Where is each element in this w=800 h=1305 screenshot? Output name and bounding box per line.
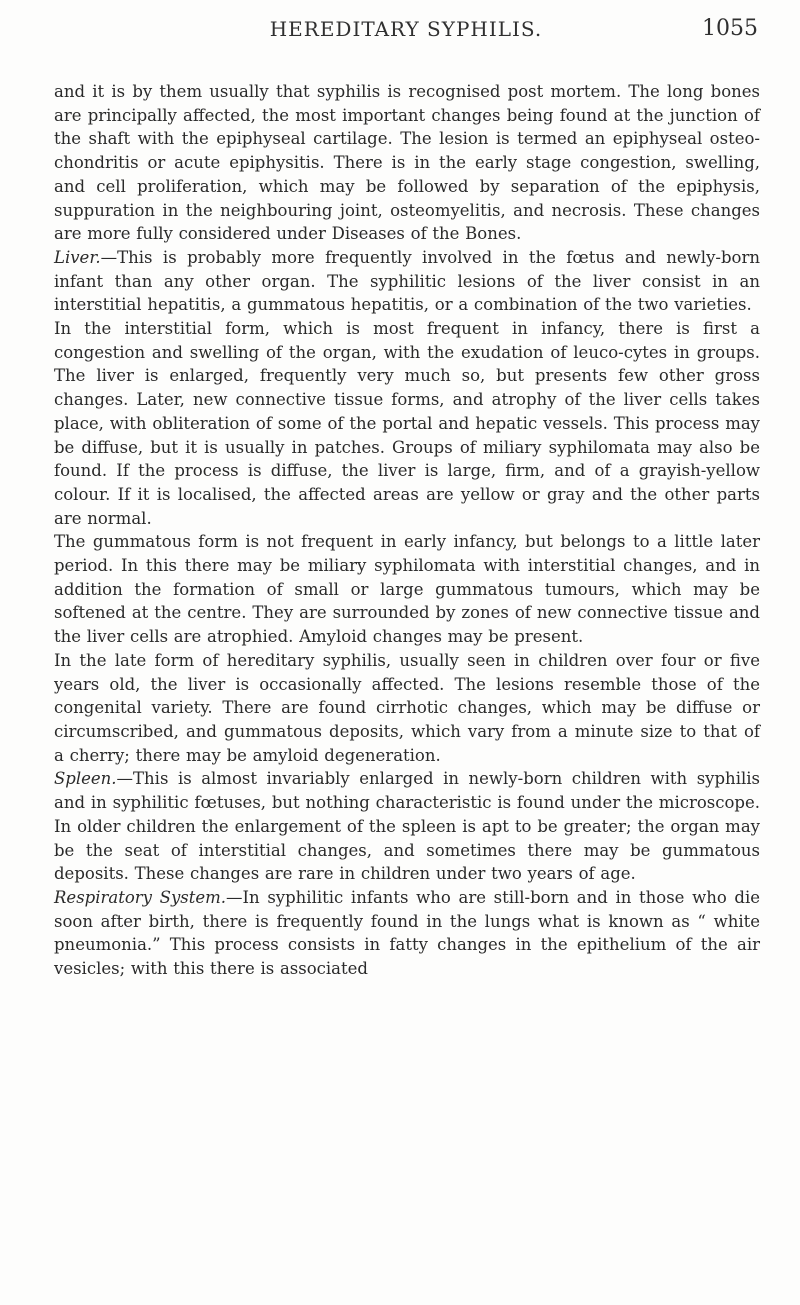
section-heading-respiratory-system: Respiratory System.	[54, 887, 227, 907]
paragraph-bones-continued	[54, 80, 760, 246]
page-number: 1055	[702, 16, 758, 41]
paragraph-gummatous-form	[54, 530, 760, 649]
paragraph-text: and it is by them usually that syphilis is recognised post mortem. The long bones are principally affected, the most important changes being found at the junction of the shaft with the epiphyseal cartilage. The lesion is termed an epiphyseal osteo-chondritis or acute epiphysitis. There is in the early stage congestion, swelling, and cell proliferation, which may be followed by separation of the epiphysis, suppuration in the neighbouring joint, osteomyelitis, and necrosis. These changes are more fully considered under Diseases of the Bones.	[54, 82, 760, 244]
section-heading-spleen: Spleen.	[54, 769, 117, 789]
paragraph-text: —This is probably more frequently involved in the fœtus and newly-born infant than any other organ. The syphilitic lesions of the liver consist in an interstitial hepatitis, a gummatous hepatitis, or a combination of the two varieties.	[54, 247, 760, 315]
body-text	[54, 80, 760, 981]
section-heading-liver: Liver.	[54, 247, 101, 267]
paragraph-text: In the interstitial form, which is most frequent in infancy, there is first a congestion and swelling of the organ, with the exudation of leuco-cytes in groups. The liver is enlarged, frequently very much so, but presents few other gross changes. Later, new connective tissue forms, and atrophy of the liver cells takes place, with obliteration of some of the portal and hepatic vessels. This process may be diffuse, but it is usually in patches. Groups of miliary syphilomata may also be found. If the process is diffuse, the liver is large, firm, and of a grayish-yellow colour. If it is localised, the affected areas are yellow or gray and the other parts are normal.	[54, 319, 760, 528]
running-title: HEREDITARY SYPHILIS.	[269, 17, 543, 41]
paragraph-interstitial-form	[54, 317, 760, 530]
paragraph-liver	[54, 246, 760, 317]
running-head	[54, 14, 758, 44]
paragraph-text: In the late form of hereditary syphilis, usually seen in children over four or five years old, the liver is occasionally affected. The lesions resemble those of the congenital variety. There are found cirrhotic changes, which may be diffuse or circumscribed, and gummatous deposits, which vary from a minute size to that of a cherry; there may be amyloid degeneration.	[54, 650, 760, 765]
paragraph-text: The gummatous form is not frequent in early infancy, but belongs to a little later period. In this there may be miliary syphilomata with interstitial changes, and in addition the formation of small or large gummatous tumours, which may be softened at the centre. They are surrounded by zones of new connective tissue and the liver cells are atrophied. Amyloid changes may be present.	[54, 532, 760, 647]
paragraph-text: —This is almost invariably enlarged in newly-born children with syphilis and in syphilitic fœtuses, but nothing characteristic is found under the microscope. In older children the enlargement of the spleen is apt to be greater; the organ may be the seat of interstitial changes, and sometimes there may be gummatous deposits. These changes are rare in children under two years of age.	[54, 769, 760, 884]
paragraph-text: —In syphilitic infants who are still-born and in those who die soon after birth, there is frequently found in the lungs what is known as “ white pneumonia.” This process consists in fatty changes in the epithelium of the air vesicles; with this there is associated	[54, 887, 761, 979]
paragraph-late-form	[54, 649, 760, 768]
paragraph-respiratory-system	[54, 886, 760, 981]
paragraph-spleen	[54, 767, 760, 886]
